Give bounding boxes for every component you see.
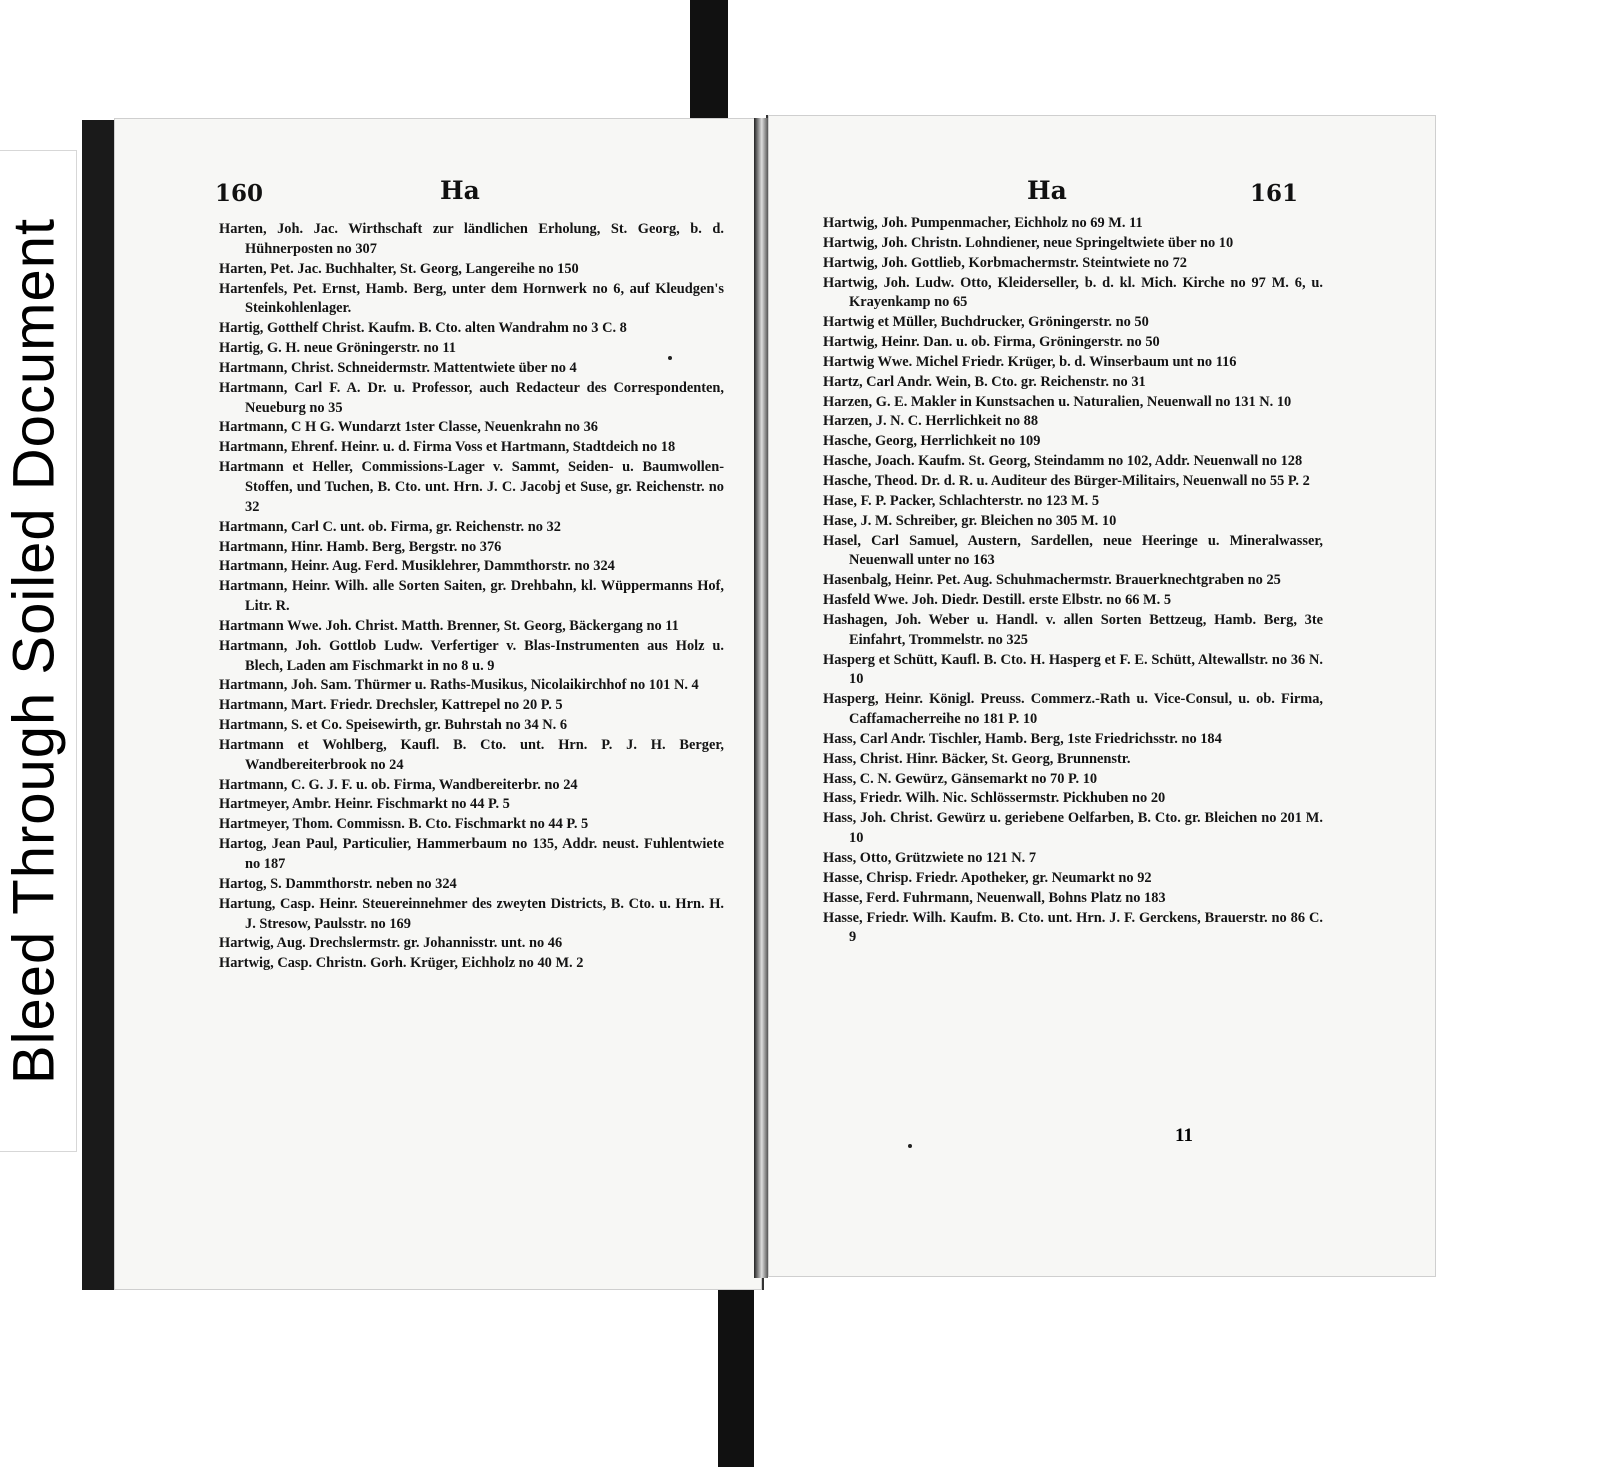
directory-entry: Hashagen, Joh. Weber u. Handl. v. allen Sorten Bettzeug, Hamb. Berg, 3te Einfahrt, Trommelstr. no 325 <box>823 611 1323 648</box>
directory-entry: Hartmann, Carl F. A. Dr. u. Professor, auch Redacteur des Correspondenten, Neueburg no 35 <box>219 379 724 416</box>
directory-entry: Hartog, S. Dammthorstr. neben no 324 <box>219 875 457 892</box>
directory-entry: Hartenfels, Pet. Ernst, Hamb. Berg, unter dem Hornwerk no 6, auf Kleudgen's Steinkohlenlager. <box>219 280 724 317</box>
directory-entry: Hartig, G. H. neue Gröningerstr. no 11 <box>219 340 456 357</box>
directory-entry: Hartmann, C. G. J. F. u. ob. Firma, Wandbereiterbr. no 24 <box>219 776 578 793</box>
directory-entry: Harten, Joh. Jac. Wirthschaft zur ländlichen Erholung, St. Georg, b. d. Hühnerposten no 307 <box>219 221 724 257</box>
directory-entry: Hase, F. P. Packer, Schlachterstr. no 123 M. 5 <box>823 492 1100 509</box>
directory-entry: Hartmann, Joh. Gottlob Ludw. Verfertiger v. Blas-Instrumenten aus Holz u. Blech, Laden am Fischmarkt in no 8 u. 9 <box>219 637 724 674</box>
condition-label-text: Bleed Through Soiled Document <box>1 217 67 1085</box>
directory-entry: Hartmann, Heinr. Wilh. alle Sorten Saiten, gr. Drehbahn, kl. Wüppermanns Hof, Litr. R. <box>219 578 724 615</box>
directory-entry: Hartmeyer, Thom. Commissn. B. Cto. Fischmarkt no 44 P. 5 <box>219 816 589 833</box>
left-page-number: 160 <box>215 180 264 207</box>
directory-entry: Hartung, Casp. Heinr. Steuereinnehmer des zweyten Districts, B. Cto. u. Hrn. H. J. Stresow, Paulsstr. no 169 <box>219 895 724 932</box>
directory-entry: Hartwig, Joh. Gottlieb, Korbmachermstr. Steintwiete no 72 <box>823 254 1187 271</box>
directory-entry: Hasche, Theod. Dr. d. R. u. Auditeur des Bürger-Militairs, Neuenwall no 55 P. 2 <box>823 472 1310 489</box>
directory-entry: Hartog, Jean Paul, Particulier, Hammerbaum no 135, Addr. neust. Fuhlentwiete no 187 <box>219 836 724 872</box>
directory-entry: Hartmann, Carl C. unt. ob. Firma, gr. Reichenstr. no 32 <box>219 518 561 535</box>
directory-entry: Hasse, Friedr. Wilh. Kaufm. B. Cto. unt. Hrn. J. F. Gerckens, Brauerstr. no 86 C. 9 <box>823 909 1323 946</box>
directory-entry: Hasche, Joach. Kaufm. St. Georg, Steindamm no 102, Addr. Neuenwall no 128 <box>823 453 1303 470</box>
book-gutter <box>754 118 768 1278</box>
directory-entry: Hartmann, Ehrenf. Heinr. u. d. Firma Voss et Hartmann, Stadtdeich no 18 <box>219 439 676 456</box>
directory-entry: Hasperg et Schütt, Kaufl. B. Cto. H. Hasperg et F. E. Schütt, Altewallstr. no 36 N. 10 <box>823 651 1323 688</box>
left-directory-entries <box>219 220 724 974</box>
directory-entry: Hass, Christ. Hinr. Bäcker, St. Georg, Brunnenstr. <box>823 750 1131 767</box>
directory-entry: Hass, Otto, Grützwiete no 121 N. 7 <box>823 850 1037 866</box>
right-directory-entries <box>823 214 1323 948</box>
directory-entry: Hass, C. N. Gewürz, Gänsemarkt no 70 P. 10 <box>823 770 1098 787</box>
directory-entry: Hartwig Wwe. Michel Friedr. Krüger, b. d. Winserbaum unt no 116 <box>823 353 1237 370</box>
directory-entry: Hartmann et Heller, Commissions-Lager v. Sammt, Seiden- u. Baumwollen-Stoffen, und Tuchen, B. Cto. unt. Hrn. J. C. Jacobj et Suse, gr. Reichenstr. no 32 <box>219 459 724 515</box>
directory-entry: Hartmann, S. et Co. Speisewirth, gr. Buhrstah no 34 N. 6 <box>219 717 568 734</box>
right-page-number: 161 <box>1250 180 1299 207</box>
directory-entry: Hasenbalg, Heinr. Pet. Aug. Schuhmachermstr. Brauerknechtgraben no 25 <box>823 572 1281 589</box>
directory-entry: Hasse, Chrisp. Friedr. Apotheker, gr. Neumarkt no 92 <box>823 869 1152 886</box>
condition-label <box>0 150 77 1152</box>
directory-entry: Hartwig, Aug. Drechslermstr. gr. Johannisstr. unt. no 46 <box>219 935 563 952</box>
directory-entry: Hass, Joh. Christ. Gewürz u. geriebene Oelfarben, B. Cto. gr. Bleichen no 201 M. 10 <box>823 810 1323 847</box>
directory-entry: Hartwig et Müller, Buchdrucker, Gröningerstr. no 50 <box>823 314 1149 331</box>
directory-entry: Hasse, Ferd. Fuhrmann, Neuenwall, Bohns Platz no 183 <box>823 889 1166 906</box>
directory-entry: Hase, J. M. Schreiber, gr. Bleichen no 305 M. 10 <box>823 512 1117 529</box>
directory-entry: Hass, Carl Andr. Tischler, Hamb. Berg, 1ste Friedrichsstr. no 184 <box>823 730 1222 747</box>
directory-entry: Hartmann, Mart. Friedr. Drechsler, Kattrepel no 20 P. 5 <box>219 697 563 714</box>
directory-entry: Hartig, Gotthelf Christ. Kaufm. B. Cto. alten Wandrahm no 3 C. 8 <box>219 320 627 337</box>
directory-entry: Hasperg, Heinr. Königl. Preuss. Commerz.-Rath u. Vice-Consul, u. ob. Firma, Caffamacherreihe no 181 P. 10 <box>823 691 1323 728</box>
directory-entry: Harten, Pet. Jac. Buchhalter, St. Georg, Langereihe no 150 <box>219 260 579 277</box>
directory-entry: Hartz, Carl Andr. Wein, B. Cto. gr. Reichenstr. no 31 <box>823 373 1146 390</box>
directory-entry: Harzen, J. N. C. Herrlichkeit no 88 <box>823 413 1039 430</box>
directory-entry: Hasel, Carl Samuel, Austern, Sardellen, neue Heeringe u. Mineralwasser, Neuenwall unter no 163 <box>823 532 1323 569</box>
left-running-head: Ha <box>440 176 480 205</box>
ink-speck <box>908 1144 912 1148</box>
directory-entry: Hass, Friedr. Wilh. Nic. Schlössermstr. Pickhuben no 20 <box>823 790 1166 807</box>
bottom-binding-strap <box>718 1275 754 1467</box>
directory-entry: Hasfeld Wwe. Joh. Diedr. Destill. erste Elbstr. no 66 M. 5 <box>823 592 1172 609</box>
directory-entry: Hasche, Georg, Herrlichkeit no 109 <box>823 433 1041 450</box>
printer-signature-mark: 11 <box>1175 1125 1193 1146</box>
directory-entry: Hartmann et Wohlberg, Kaufl. B. Cto. unt. Hrn. P. J. H. Berger, Wandbereiterbrook no 24 <box>219 736 724 773</box>
directory-entry: Hartmann, Christ. Schneidermstr. Mattentwiete über no 4 <box>219 359 577 376</box>
directory-entry: Hartmann Wwe. Joh. Christ. Matth. Brenner, St. Georg, Bäckergang no 11 <box>219 617 679 634</box>
directory-entry: Hartwig, Joh. Christn. Lohndiener, neue Springeltwiete über no 10 <box>823 234 1234 251</box>
directory-entry: Hartmeyer, Ambr. Heinr. Fischmarkt no 44 P. 5 <box>219 796 510 813</box>
directory-entry: Hartwig, Joh. Ludw. Otto, Kleiderseller, b. d. kl. Mich. Kirche no 97 M. 6, u. Krayenkamp no 65 <box>823 274 1323 311</box>
directory-entry: Hartmann, Heinr. Aug. Ferd. Musiklehrer, Dammthorstr. no 324 <box>219 558 615 575</box>
right-running-head: Ha <box>1027 176 1067 205</box>
book-page-edges <box>82 120 118 1290</box>
directory-entry: Hartmann, Joh. Sam. Thürmer u. Raths-Musikus, Nicolaikirchhof no 101 N. 4 <box>219 677 699 694</box>
directory-entry: Hartmann, Hinr. Hamb. Berg, Bergstr. no 376 <box>219 538 502 555</box>
directory-entry: Hartwig, Casp. Christn. Gorh. Krüger, Eichholz no 40 M. 2 <box>219 955 584 972</box>
directory-entry: Hartwig, Joh. Pumpenmacher, Eichholz no 69 M. 11 <box>823 215 1143 231</box>
directory-entry: Hartmann, C H G. Wundarzt 1ster Classe, Neuenkrahn no 36 <box>219 419 598 436</box>
directory-entry: Harzen, G. E. Makler in Kunstsachen u. Naturalien, Neuenwall no 131 N. 10 <box>823 393 1292 410</box>
ink-speck <box>668 356 672 360</box>
directory-entry: Hartwig, Heinr. Dan. u. ob. Firma, Gröningerstr. no 50 <box>823 334 1160 351</box>
